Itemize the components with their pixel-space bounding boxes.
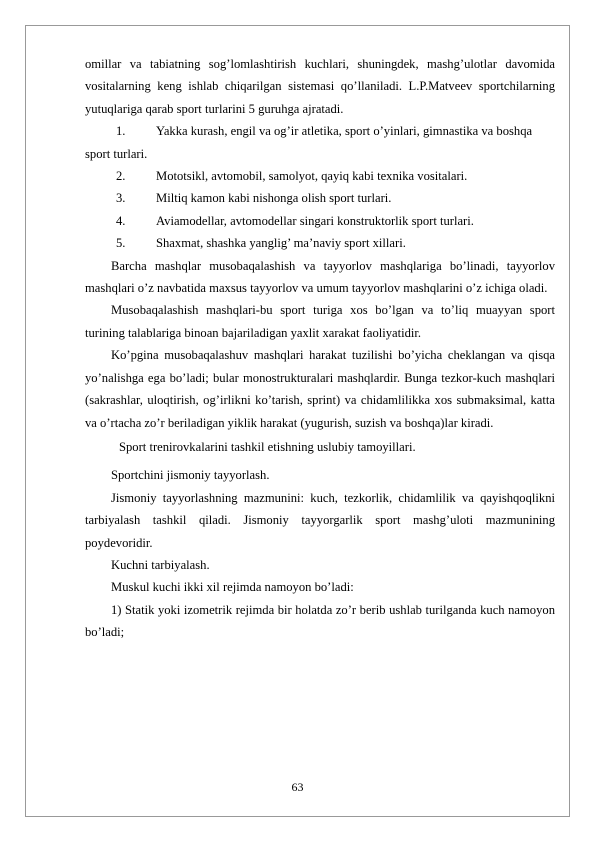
- section-heading: Sport trenirovkalarini tashkil etishning uslubiy tamoyillari.: [119, 439, 416, 454]
- list-text: Shaxmat, shashka yanglig’ ma’naviy sport xillari.: [156, 236, 406, 251]
- list-text: Mototsikl, avtomobil, samolyot, qayiq kabi texnika vositalari.: [156, 169, 468, 184]
- list-number: 2.: [116, 169, 126, 184]
- list-text: Miltiq kamon kabi nishonga olish sport turlari.: [156, 191, 392, 206]
- list-item-5: [85, 232, 555, 254]
- list-text: Aviamodellar, avtomodellar singari konstruktorlik sport turlari.: [156, 213, 474, 228]
- document-body: [85, 53, 555, 644]
- list-number: 3.: [116, 191, 126, 206]
- paragraph-5: Sportchini jismoniy tayyorlash.: [111, 468, 270, 483]
- list-number: 4.: [116, 213, 126, 228]
- list-number: 1.: [116, 124, 126, 139]
- list-item-4: [85, 210, 555, 232]
- paragraph-4: Ko’pgina musobaqalashuv mashqlari harakat tuzilishi bo’yicha cheklangan va qisqa yo’nalishga ega bo’ladi; bular monostrukturalari mashqlardir. Bunga tezkor-kuch mashqlari (sakrashlar, uloqtirish, og’irlikni ko’tarish, sprint) va chidamlilikka xos submaksimal, katta va o’rtacha zo’r beriladigan yiklik harakat (yugurish, suzish va boshqa)lar kiradi.: [85, 348, 555, 430]
- paragraph-9: 1) Statik yoki izometrik rejimda bir holatda zo’r berib ushlab turilganda kuch namoyon bo’ladi;: [85, 602, 555, 640]
- list-item-1: [85, 120, 555, 165]
- list-item-2: [85, 165, 555, 187]
- paragraph-8: Muskul kuchi ikki xil rejimda namoyon bo’ladi:: [111, 580, 354, 595]
- paragraph-2: Barcha mashqlar musobaqalashish va tayyorlov mashqlariga bo’linadi, tayyorlov mashqlari o’z navbatida maxsus tayyorlov va umum tayyorlov mashqlarini o’z ichiga oladi.: [85, 258, 555, 296]
- paragraph-7: Kuchni tarbiyalash.: [111, 557, 210, 572]
- paragraph-6: Jismoniy tayyorlashning mazmunini: kuch, tezkorlik, chidamlilik va qayishqoqlikni tarbiyalash tashkil qiladi. Jismoniy tayyorgarlik sport mashg’uloti mazmunining poydevoridir.: [85, 490, 555, 550]
- list-number: 5.: [116, 236, 126, 251]
- paragraph-1: omillar va tabiatning sog’lomlashtirish kuchlari, shuningdek, mashg’ulotlar davomida vositalarning keng ishlab chiqarilgan sistemasi qo’llaniladi. L.P.Matveev sportchilarning yutuqlariga qarab sport turlarini 5 guruhga ajratadi.: [85, 57, 555, 116]
- paragraph-3: Musobaqalashish mashqlari-bu sport turiga xos bo’lgan va to’liq muayyan sport turining talablariga binoan bajariladigan yaxlit xarakat faoliyatidir.: [85, 303, 555, 340]
- list-item-3: [85, 187, 555, 209]
- list-text: Yakka kurash, engil va og’ir atletika, sport o’yinlari, gimnastika va boshqa sport turlari.: [85, 124, 533, 161]
- page-number: 63: [291, 780, 304, 794]
